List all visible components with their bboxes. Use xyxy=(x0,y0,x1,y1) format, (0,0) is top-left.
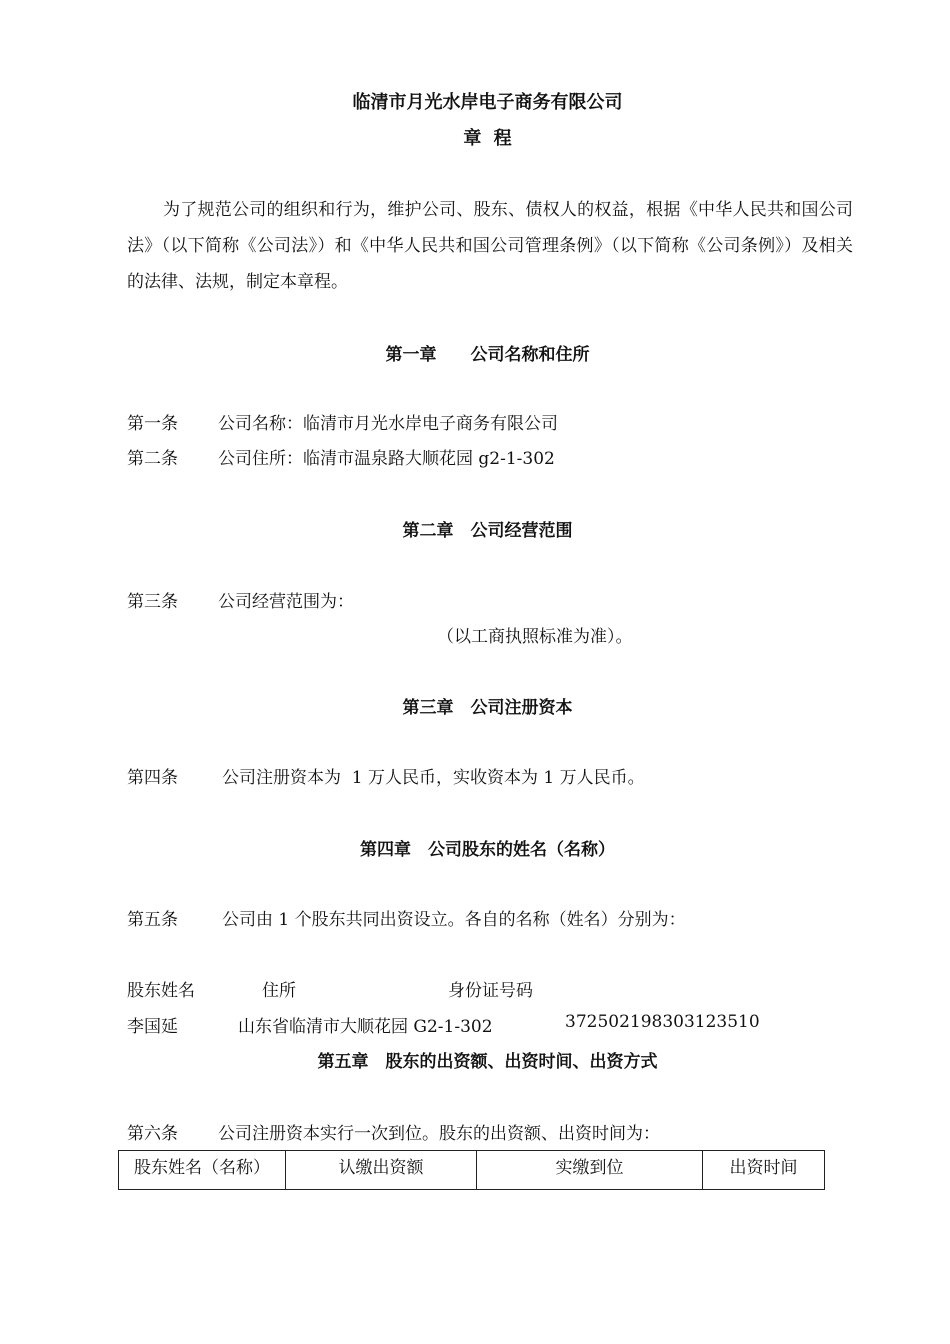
table-header-paid: 实缴到位 xyxy=(477,1151,703,1190)
shareholder-header-id: 身份证号码 xyxy=(448,981,533,1001)
document-title: 章 程 xyxy=(463,128,512,149)
shareholder-row-name: 李国延 xyxy=(127,1017,178,1037)
chapter-5-heading: 第五章 股东的出资额、出资时间、出资方式 xyxy=(317,1052,658,1072)
intro-paragraph: 为了规范公司的组织和行为，维护公司、股东、债权人的权益，根据《中华人民共和国公司法》（以下简称《公司法》）和《中华人民共和国公司管理条例》（以下简称《公司条例》）及相关的法律、法规，制定本章程。 xyxy=(127,200,853,292)
shareholder-header-address: 住所 xyxy=(262,981,296,1001)
chapter-2-heading: 第二章 公司经营范围 xyxy=(402,521,573,541)
article-2-number: 第二条 xyxy=(127,449,178,469)
shareholder-row-address: 山东省临清市大顺花园 G2-1-302 xyxy=(238,1017,493,1037)
company-title: 临清市月光水岸电子商务有限公司 xyxy=(352,92,623,113)
chapter-1-heading: 第一章 公司名称和住所 xyxy=(385,345,590,365)
article-5-text: 公司由 1 个股东共同出资设立。各自的名称（姓名）分别为： xyxy=(222,910,686,930)
article-3-number: 第三条 xyxy=(127,592,178,612)
article-6-text: 公司注册资本实行一次到位。股东的出资额、出资时间为： xyxy=(218,1124,660,1144)
chapter-4-heading: 第四章 公司股东的姓名（名称） xyxy=(360,840,615,860)
article-6-number: 第六条 xyxy=(127,1124,178,1144)
article-3-text: 公司经营范围为： xyxy=(218,592,354,612)
table-header-name: 股东姓名（名称） xyxy=(119,1151,286,1190)
capital-contribution-table xyxy=(118,1150,825,1190)
shareholder-row-id: 372502198303123510 xyxy=(565,1012,760,1032)
article-4-number: 第四条 xyxy=(127,768,178,788)
article-4-text: 公司注册资本为 1 万人民币，实收资本为 1 万人民币。 xyxy=(222,768,645,788)
table-header-time: 出资时间 xyxy=(703,1151,825,1190)
article-5-number: 第五条 xyxy=(127,910,178,930)
article-1-number: 第一条 xyxy=(127,414,178,434)
table-header-row xyxy=(119,1151,825,1190)
table-header-subscribed: 认缴出资额 xyxy=(286,1151,477,1190)
chapter-3-heading: 第三章 公司注册资本 xyxy=(402,698,573,718)
shareholder-header-name: 股东姓名 xyxy=(127,981,195,1001)
article-1-text: 公司名称：临清市月光水岸电子商务有限公司 xyxy=(218,414,558,434)
article-3-note: （以工商执照标准为准）。 xyxy=(437,627,633,647)
article-2-text: 公司住所：临清市温泉路大顺花园 g2-1-302 xyxy=(218,449,555,469)
